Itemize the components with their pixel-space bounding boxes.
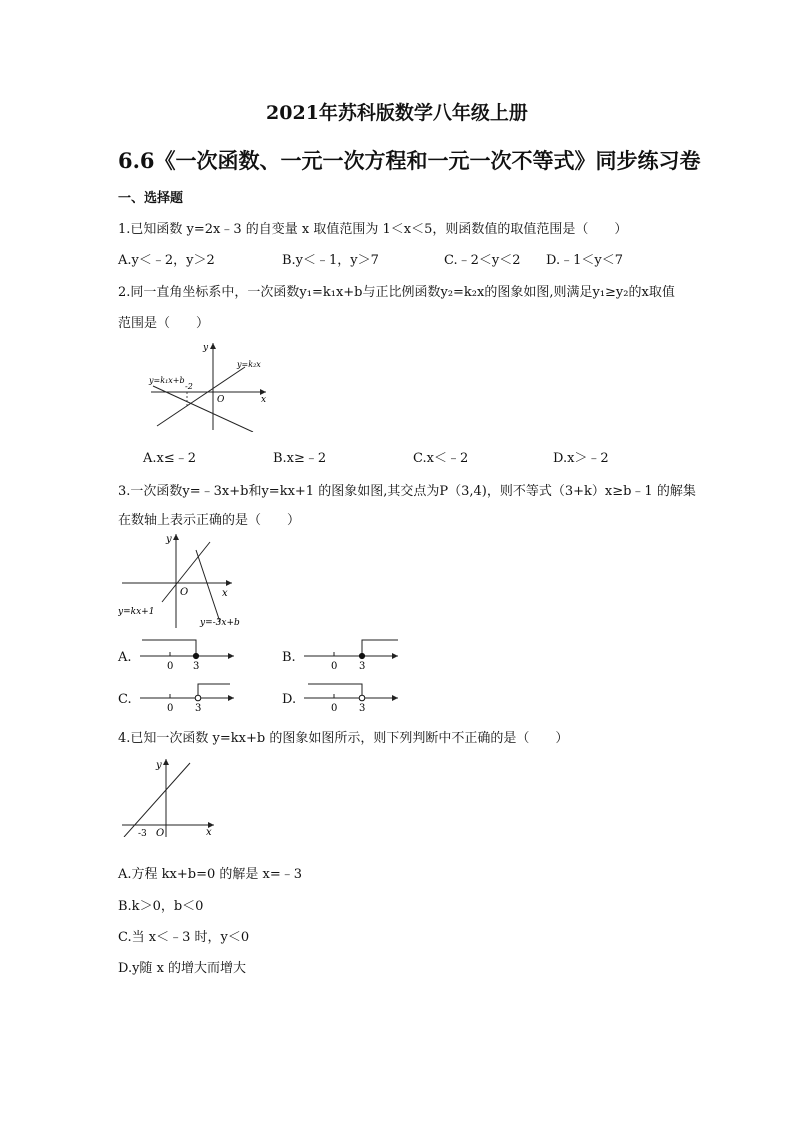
- q2-stem-line1: 2.同一直角坐标系中，一次函数y₁=k₁x+b与正比例函数y₂=k₂x的图象如图,则满足y₁≥y₂的x取值: [118, 285, 675, 300]
- q3-line2-label: y=-3x+b: [200, 618, 240, 628]
- q3-option-d-label: D.: [282, 692, 297, 707]
- q2-tick-label: -2: [185, 382, 193, 391]
- q3c-zero: 0: [167, 703, 174, 714]
- q2-graph: [145, 340, 270, 432]
- q4-option-b: B.k＞0，b＜0: [118, 899, 204, 914]
- q3-stem-line1: 3.一次函数y=﹣3x+b和y=kx+1 的图象如图,其交点为P（3,4)，则不等式（3+k）x≥b﹣1 的解集: [118, 484, 696, 499]
- q4-x-label: x: [206, 827, 212, 837]
- page-subtitle: 6.6《一次函数、一元一次方程和一元一次不等式》同步练习卷: [118, 148, 701, 173]
- q3d-zero: 0: [331, 703, 338, 714]
- q3-option-a-label: A.: [118, 650, 132, 665]
- q2-x-label: x: [261, 395, 267, 405]
- q2-option-b: B.x≥﹣2: [273, 451, 327, 466]
- q3-option-d-numberline: [302, 678, 402, 714]
- q3-option-b-label: B.: [282, 650, 296, 665]
- q1-option-a: A.y＜﹣2，y＞2: [118, 253, 215, 268]
- q2-origin-label: O: [217, 395, 225, 405]
- q3-y-label: y: [166, 534, 172, 545]
- q4-graph: [118, 755, 218, 837]
- q2-stem-line2: 范围是（ ）: [118, 316, 210, 331]
- q4-y-label: y: [156, 760, 162, 771]
- q3-option-a-numberline: [138, 636, 238, 672]
- q3c-three: 3: [195, 703, 202, 714]
- q4-origin-label: O: [156, 828, 165, 837]
- q3d-three: 3: [359, 703, 366, 714]
- q1-option-d: D.﹣1＜y＜7: [546, 253, 623, 268]
- page-title: 2021年苏科版数学八年级上册: [266, 102, 528, 124]
- q4-tick-label: -3: [138, 829, 147, 837]
- q2-line1-label: y=k₁x+b: [149, 376, 185, 385]
- q2-line2-label: y=k₂x: [237, 360, 261, 369]
- q3-stem-line2: 在数轴上表示正确的是（ ）: [118, 513, 301, 528]
- q4-stem: 4.已知一次函数 y=kx+b 的图象如图所示，则下列判断中不正确的是（ ）: [118, 731, 569, 746]
- q1-option-b: B.y＜﹣1，y＞7: [282, 253, 379, 268]
- q3-x-label: x: [222, 588, 228, 599]
- q3b-zero: 0: [331, 661, 338, 672]
- q2-option-a: A.x≤﹣2: [143, 451, 197, 466]
- q3-line1-label: y=kx+1: [118, 607, 155, 617]
- section-heading: 一、选择题: [118, 191, 184, 206]
- q3-origin-label: O: [180, 587, 189, 598]
- q3a-three: 3: [193, 661, 200, 672]
- q1-stem: 1.已知函数 y=2x﹣3 的自变量 x 取值范围为 1＜x＜5，则函数值的取值范围是（ ）: [118, 222, 628, 237]
- q3a-zero: 0: [167, 661, 174, 672]
- q4-option-d: D.y随 x 的增大而增大: [118, 961, 247, 976]
- q4-option-a: A.方程 kx+b=0 的解是 x=﹣3: [118, 867, 302, 882]
- q4-option-c: C.当 x＜﹣3 时，y＜0: [118, 930, 250, 945]
- q3-graph: [118, 530, 248, 628]
- q3-option-c-label: C.: [118, 692, 132, 707]
- q2-y-label: y: [203, 343, 209, 353]
- q2-option-d: D.x＞﹣2: [553, 451, 609, 466]
- q1-option-c: C.﹣2＜y＜2: [444, 253, 521, 268]
- q2-option-c: C.x＜﹣2: [413, 451, 469, 466]
- q3-option-c-numberline: [138, 678, 238, 714]
- q3-option-b-numberline: [302, 636, 402, 672]
- q3b-three: 3: [359, 661, 366, 672]
